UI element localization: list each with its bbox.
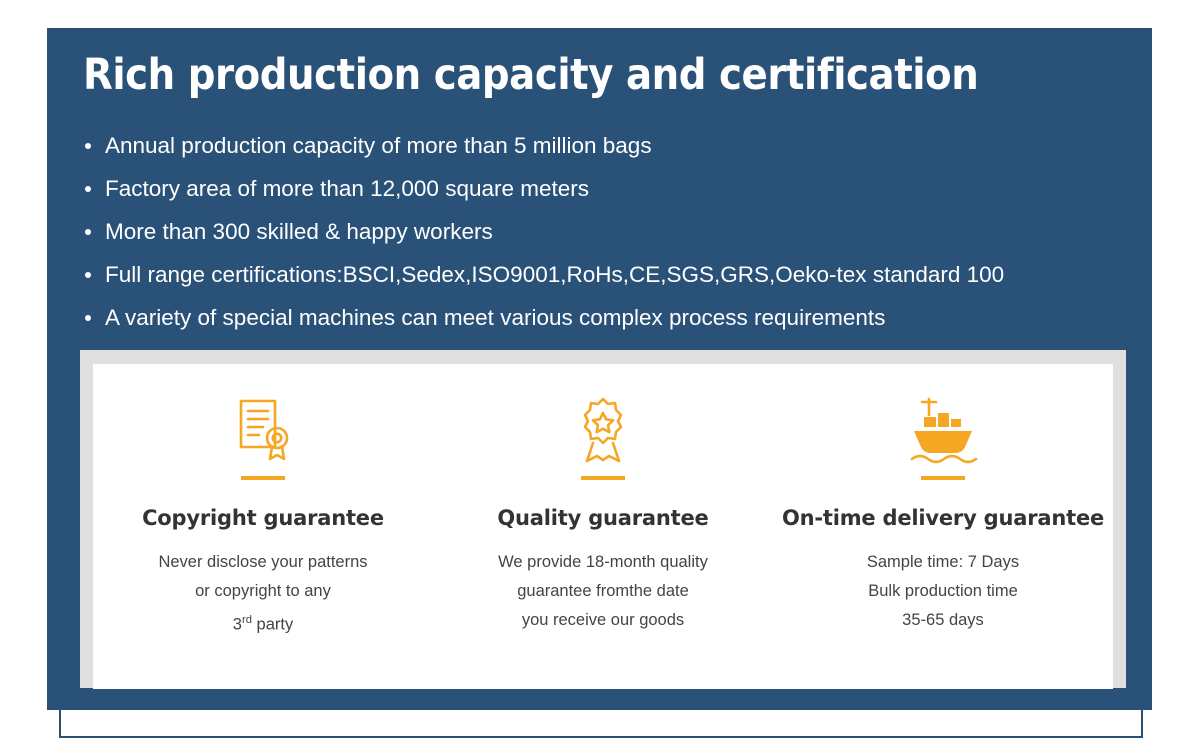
guarantee-description [433,548,773,635]
guarantee-delivery [773,364,1113,689]
guarantee-desc-line: 35-65 days [902,611,984,629]
bullet-dot-icon [85,315,91,321]
bullet-text: More than 300 skilled & happy workers [105,219,493,244]
guarantees-card-backdrop [80,350,1126,688]
accent-rule [241,476,285,480]
guarantee-description [93,548,433,640]
guarantee-desc-line: Sample time: 7 Days [866,553,1020,571]
guarantees-card [93,364,1113,689]
bullet-dot-icon [85,229,91,235]
accent-rule [921,476,965,480]
ordinal-suffix: rd [241,614,252,626]
bullet-text: Full range certifications:BSCI,Sedex,ISO9001,RoHs,CE,SGS,GRS,Oeko-tex standard 100 [105,262,1005,287]
list-item [83,210,1123,253]
certificate-seal-icon [93,392,433,466]
guarantee-desc-line: Never disclose your patterns [158,553,368,571]
bullet-dot-icon [85,186,91,192]
guarantees-row [93,364,1113,689]
list-item [83,124,1123,167]
navy-content-panel [47,28,1152,710]
guarantee-title: On-time delivery guarantee [781,506,1105,530]
guarantee-copyright [93,364,433,689]
guarantee-title: Copyright guarantee [142,506,384,530]
guarantee-quality [433,364,773,689]
bullet-dot-icon [85,272,91,278]
guarantee-desc-line: We provide 18-month quality [498,553,708,571]
guarantee-desc-line: guarantee fromthe date [517,582,689,600]
guarantee-description [773,548,1113,635]
list-item [83,253,1123,296]
guarantee-desc-line: or copyright to any [195,582,331,600]
ordinal-number: 3 [232,615,242,634]
accent-rule [581,476,625,480]
guarantee-desc-line: 3rd party [232,614,294,634]
award-ribbon-star-icon [433,392,773,466]
capability-bullet-list [83,124,1123,339]
bullet-text: A variety of special machines can meet various complex process requirements [105,305,886,330]
cargo-ship-icon [773,392,1113,466]
guarantee-desc-line: you receive our goods [521,611,685,629]
guarantee-title: Quality guarantee [497,506,709,530]
bullet-dot-icon [85,143,91,149]
bullet-text: Annual production capacity of more than 5 million bags [105,133,652,158]
bullet-text: Factory area of more than 12,000 square meters [105,176,590,201]
guarantee-desc-line: Bulk production time [868,582,1018,600]
page-title: Rich production capacity and certification [83,50,979,100]
list-item [83,167,1123,210]
list-item [83,296,1123,339]
